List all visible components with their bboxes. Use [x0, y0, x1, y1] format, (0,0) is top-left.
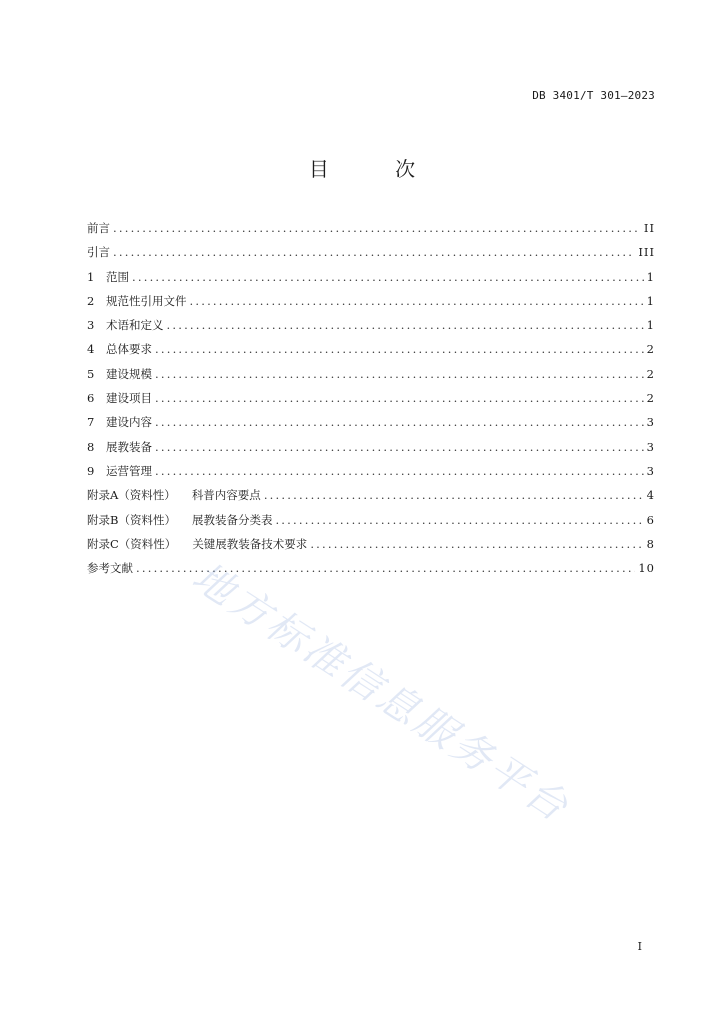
toc-entry[interactable] [87, 532, 655, 556]
toc-leader-dots [155, 435, 644, 459]
toc-entry-label: 建设项目 [106, 391, 152, 406]
toc-entry-number: 9 [87, 463, 95, 478]
toc-entry-appendix-prefix: 附录B（资料性） [87, 512, 176, 527]
toc-entry[interactable] [87, 483, 655, 507]
toc-entry-page: 6 [646, 512, 655, 527]
toc-entry-label: 术语和定义 [106, 318, 164, 333]
toc-entry-page: 2 [646, 342, 655, 357]
toc-entry[interactable] [87, 435, 655, 459]
toc-leader-dots [155, 410, 644, 434]
toc-entry-label: 总体要求 [106, 342, 152, 357]
toc-entry-number: 3 [87, 318, 95, 333]
document-identifier: DB 3401/T 301—2023 [532, 89, 655, 102]
toc-leader-dots [136, 556, 635, 580]
toc-entry-label: 运营管理 [106, 463, 152, 478]
toc-entry-number: 7 [87, 415, 95, 430]
toc-leader-dots [190, 289, 644, 313]
toc-entry-appendix-prefix: 附录C（资料性） [87, 536, 177, 551]
page-number: I [637, 940, 642, 953]
watermark: 地方标准信息服务平台 [184, 553, 579, 833]
toc-entry-number: 8 [87, 439, 95, 454]
toc-entry-number: 2 [87, 293, 95, 308]
toc-entry-label: 规范性引用文件 [106, 293, 187, 308]
toc-entry-label: 引言 [87, 245, 110, 260]
toc-leader-dots [155, 459, 644, 483]
toc-entry[interactable] [87, 386, 655, 410]
toc-entry[interactable] [87, 216, 655, 240]
toc-entry-page: 4 [646, 488, 655, 503]
toc-entry-page: III [638, 245, 655, 260]
table-of-contents [87, 216, 655, 580]
toc-entry-number: 1 [87, 269, 95, 284]
toc-entry[interactable] [87, 556, 655, 580]
toc-leader-dots [155, 386, 644, 410]
toc-leader-dots [132, 265, 644, 289]
toc-leader-dots [155, 362, 644, 386]
toc-leader-dots [155, 337, 644, 361]
toc-entry-page: 3 [646, 463, 655, 478]
toc-entry[interactable] [87, 508, 655, 532]
page-title: 目 次 [308, 157, 446, 181]
toc-entry-label: 建设规模 [106, 366, 152, 381]
toc-entry-page: 10 [638, 561, 655, 576]
toc-entry-page: 1 [646, 318, 655, 333]
toc-leader-dots [113, 216, 641, 240]
toc-entry-page: 3 [646, 439, 655, 454]
toc-leader-dots [264, 483, 644, 507]
toc-entry-page: 3 [646, 415, 655, 430]
toc-leader-dots [167, 313, 644, 337]
toc-entry-label: 关键展教装备技术要求 [192, 536, 308, 551]
toc-entry[interactable] [87, 313, 655, 337]
toc-entry-label: 科普内容要点 [191, 488, 261, 503]
toc-leader-dots [275, 508, 643, 532]
toc-entry-label: 范围 [106, 269, 129, 284]
toc-entry-number: 6 [87, 391, 95, 406]
toc-entry-number: 4 [87, 342, 95, 357]
toc-entry-page: 1 [646, 269, 655, 284]
toc-leader-dots [113, 240, 635, 264]
toc-entry-page: II [643, 221, 655, 235]
toc-entry[interactable] [87, 410, 655, 434]
toc-leader-dots [310, 532, 643, 556]
toc-entry-appendix-prefix: 附录A（资料性） [87, 488, 176, 503]
toc-entry-page: 2 [646, 391, 655, 406]
toc-entry[interactable] [87, 337, 655, 361]
toc-entry[interactable] [87, 459, 655, 483]
toc-entry-page: 2 [646, 366, 655, 381]
toc-entry-label: 前言 [87, 221, 110, 235]
toc-entry[interactable] [87, 265, 655, 289]
toc-entry-label: 展教装备 [106, 439, 152, 454]
toc-entry-number: 5 [87, 366, 95, 381]
toc-entry-label: 建设内容 [106, 415, 152, 430]
toc-entry[interactable] [87, 289, 655, 313]
toc-entry[interactable] [87, 362, 655, 386]
toc-entry[interactable] [87, 240, 655, 264]
toc-entry-page: 1 [646, 293, 655, 308]
toc-entry-label: 展教装备分类表 [191, 512, 273, 527]
toc-entry-label: 参考文献 [87, 561, 133, 576]
toc-entry-page: 8 [646, 536, 655, 551]
